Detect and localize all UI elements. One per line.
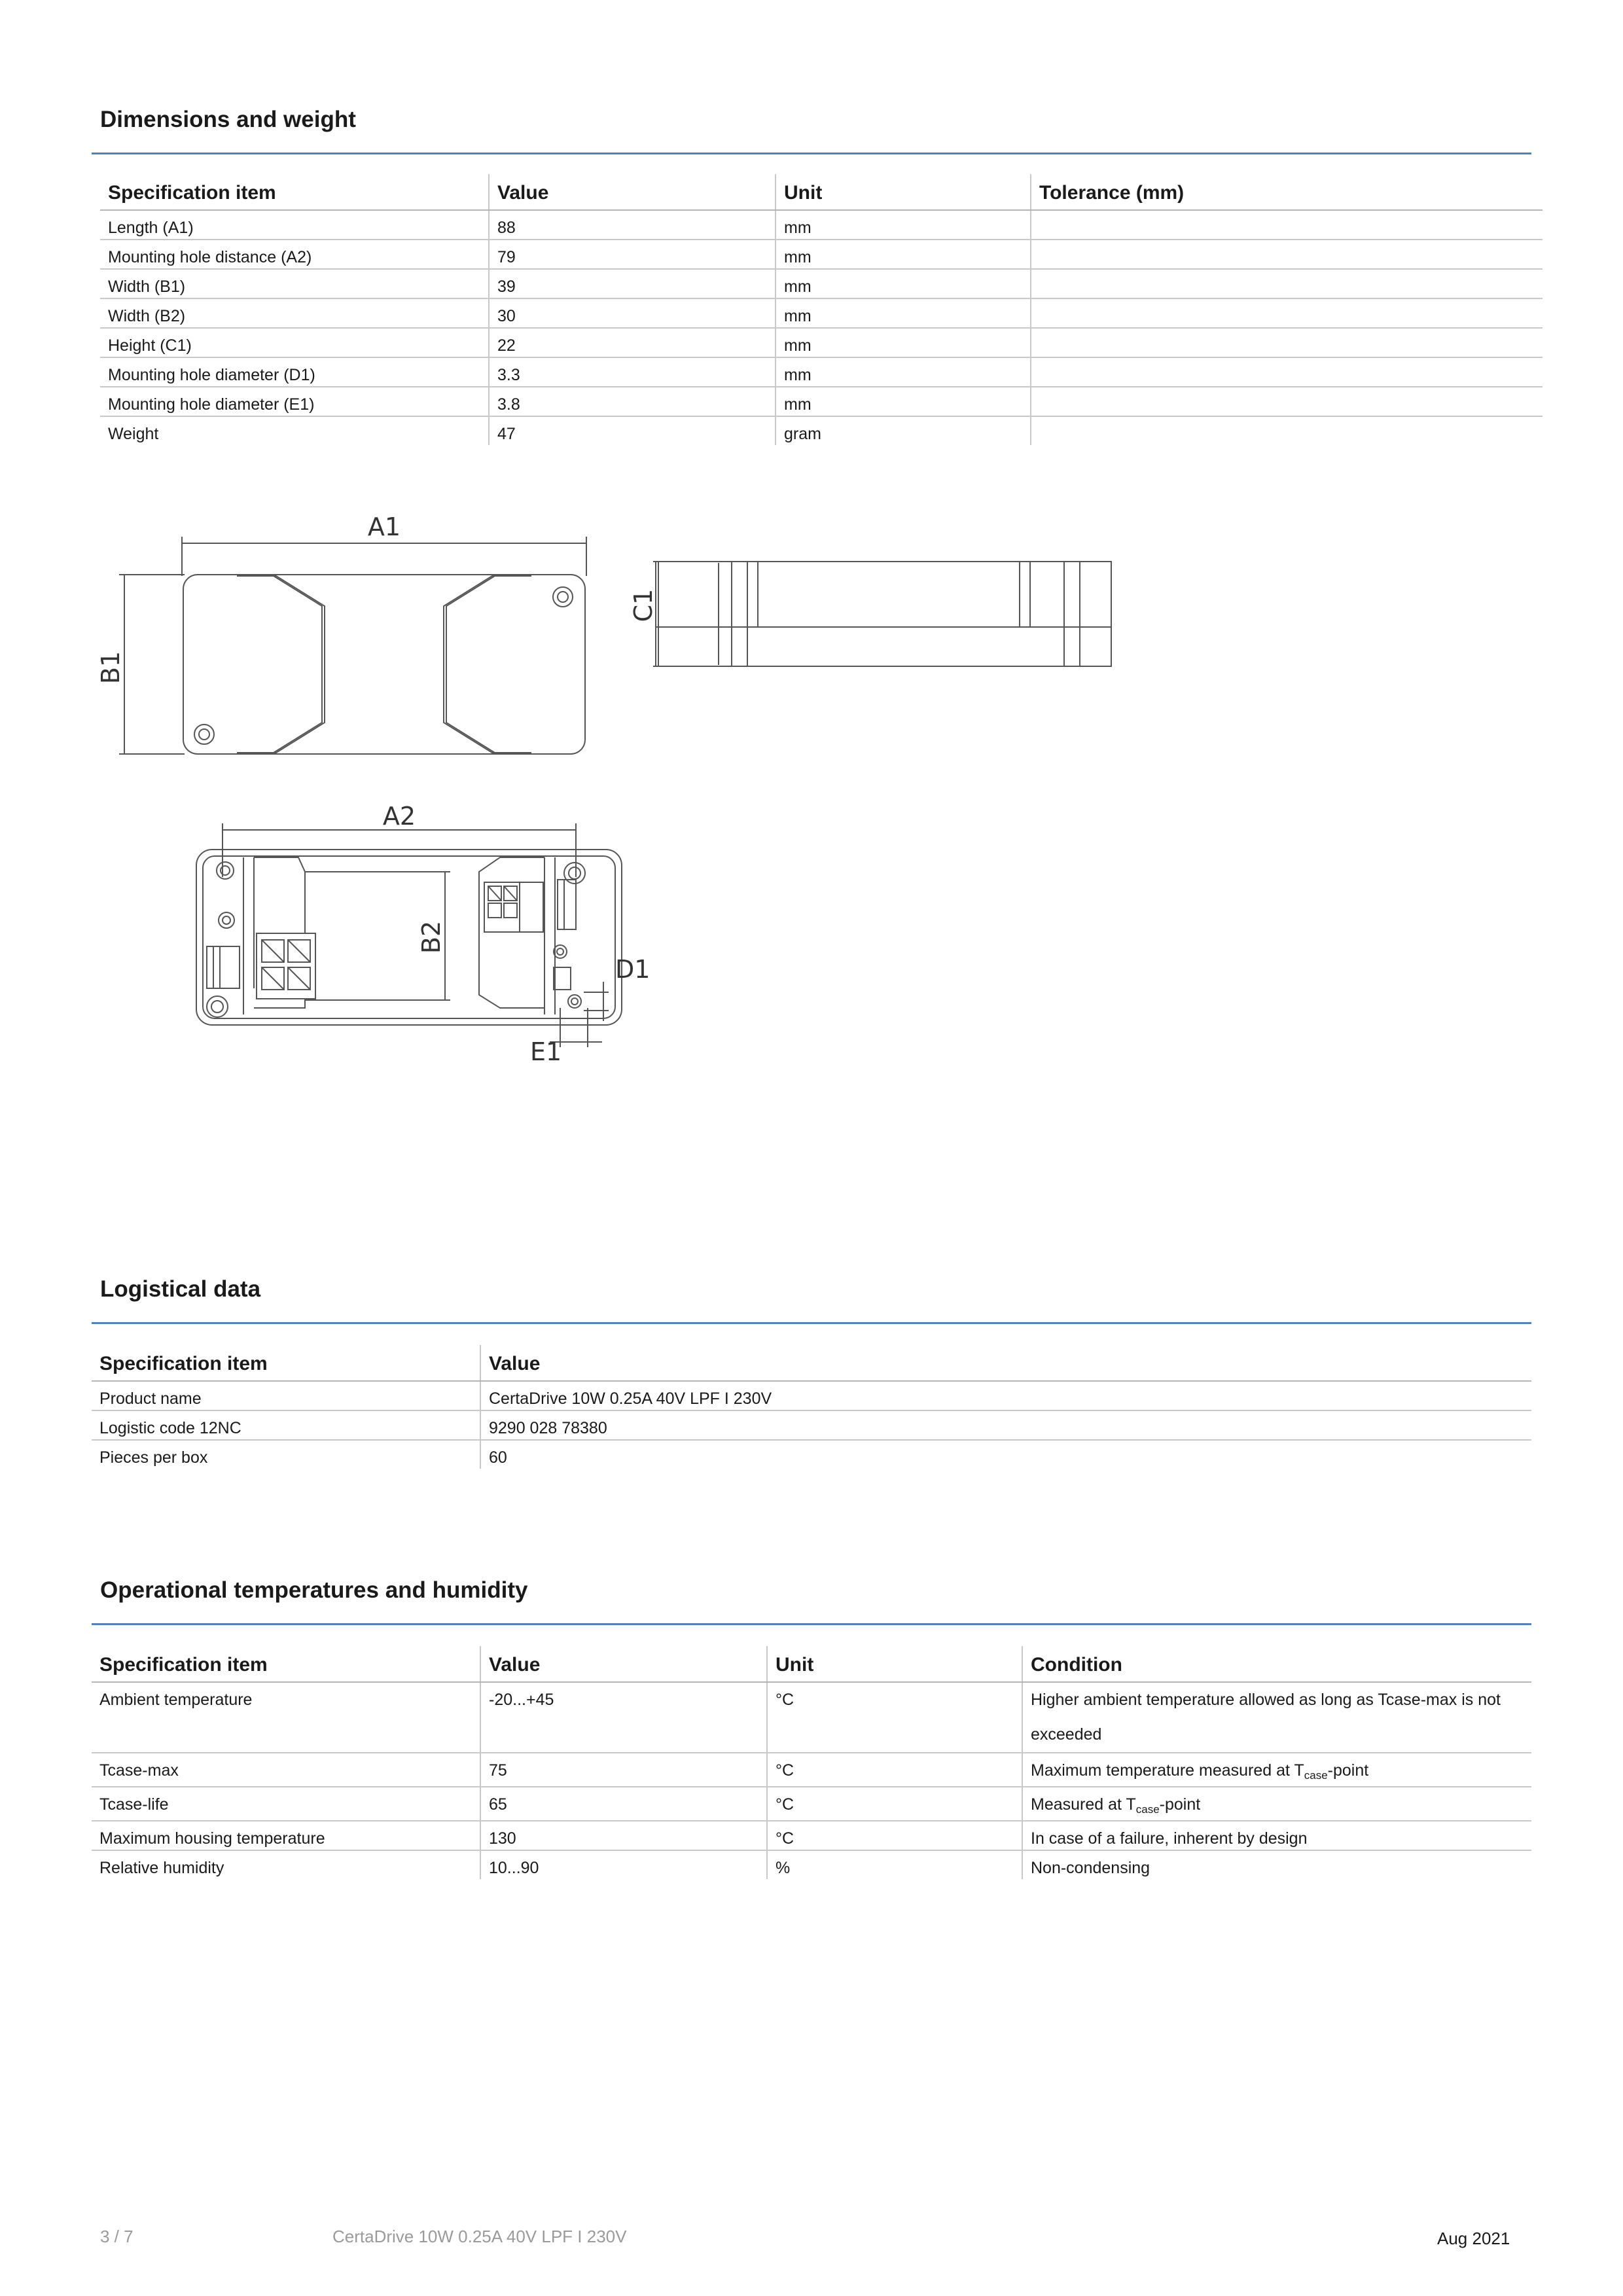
spec-value: 65	[480, 1787, 767, 1821]
spec-value: -20...+45	[480, 1682, 767, 1753]
operational-divider	[92, 1623, 1531, 1625]
operational-table	[92, 1646, 1531, 1879]
spec-tolerance	[1031, 416, 1543, 445]
logistical-divider	[92, 1322, 1531, 1324]
side-view-drawing	[628, 556, 1152, 681]
condition-text: -point	[1327, 1761, 1369, 1780]
spec-condition	[1022, 1753, 1531, 1787]
table-row	[100, 298, 1543, 328]
condition-subscript: case	[1135, 1803, 1160, 1816]
spec-item: Tcase-max	[92, 1753, 480, 1787]
dimensions-table	[100, 174, 1543, 445]
spec-value: 3.3	[489, 357, 776, 387]
table-header-row	[92, 1345, 1531, 1381]
spec-unit: %	[767, 1850, 1022, 1879]
spec-item: Length (A1)	[100, 210, 489, 240]
table-row	[100, 240, 1543, 269]
spec-item: Relative humidity	[99, 1859, 224, 1877]
spec-item: Mounting hole diameter (E1)	[100, 387, 489, 416]
spec-unit: °C	[767, 1787, 1022, 1821]
table-row	[92, 1753, 1531, 1787]
dimension-label-c1: C1	[629, 588, 658, 622]
spec-value: CertaDrive 10W 0.25A 40V LPF I 230V	[480, 1381, 1531, 1410]
spec-unit: mm	[776, 357, 1031, 387]
spec-unit: °C	[767, 1682, 1022, 1753]
spec-item: Height (C1)	[100, 328, 489, 357]
spec-tolerance	[1031, 269, 1543, 298]
condition-text: -point	[1159, 1795, 1201, 1814]
spec-condition: Non-condensing	[1022, 1850, 1531, 1879]
column-header: Unit	[776, 174, 1031, 210]
table-row	[92, 1381, 1531, 1410]
dimensions-divider	[92, 152, 1531, 154]
spec-tolerance	[1031, 210, 1543, 240]
dimension-label-a1: A1	[367, 512, 401, 541]
column-header: Specification item	[92, 1646, 480, 1682]
spec-item: Width (B2)	[100, 298, 489, 328]
spec-item: Mounting hole diameter (D1)	[100, 357, 489, 387]
spec-unit: gram	[776, 416, 1031, 445]
spec-value: 39	[489, 269, 776, 298]
footer-date: Aug 2021	[1437, 2229, 1510, 2248]
condition-subscript: case	[1304, 1769, 1328, 1782]
spec-item: Pieces per box	[99, 1448, 208, 1467]
table-row	[100, 328, 1543, 357]
table-row	[100, 269, 1543, 298]
operational-section-title: Operational temperatures and humidity	[100, 1577, 528, 1603]
logistical-section-title: Logistical data	[100, 1276, 261, 1302]
spec-value: 75	[480, 1753, 767, 1787]
spec-item: Product name	[92, 1381, 480, 1410]
table-row	[92, 1850, 1531, 1879]
spec-item: Tcase-life	[92, 1787, 480, 1821]
footer-product-name: CertaDrive 10W 0.25A 40V LPF I 230V	[332, 2227, 627, 2246]
spec-item: Maximum housing temperature	[92, 1821, 480, 1850]
column-header: Condition	[1022, 1646, 1531, 1682]
spec-value: 3.8	[489, 387, 776, 416]
bottom-view-drawing	[183, 798, 681, 1073]
top-view-drawing	[96, 511, 602, 772]
spec-item: Mounting hole distance (A2)	[100, 240, 489, 269]
dimensions-section-title: Dimensions and weight	[100, 107, 356, 132]
spec-tolerance	[1031, 328, 1543, 357]
table-row	[100, 357, 1543, 387]
spec-item: Width (B1)	[100, 269, 489, 298]
spec-value: 130	[480, 1821, 767, 1850]
table-row	[92, 1682, 1531, 1753]
column-header: Specification item	[100, 174, 489, 210]
spec-value: 88	[489, 210, 776, 240]
table-row	[100, 416, 1543, 445]
spec-value: 79	[489, 240, 776, 269]
dimension-label-a2: A2	[382, 802, 416, 831]
spec-condition	[1022, 1787, 1531, 1821]
spec-condition: In case of a failure, inherent by design	[1022, 1821, 1531, 1850]
table-header-row	[100, 174, 1543, 210]
table-row	[92, 1410, 1531, 1440]
table-row	[92, 1821, 1531, 1850]
dimension-label-e1: E1	[530, 1037, 562, 1066]
table-header-row	[92, 1646, 1531, 1682]
spec-value: 30	[489, 298, 776, 328]
condition-text: Maximum temperature measured at T	[1031, 1761, 1304, 1780]
condition-text: Measured at T	[1031, 1795, 1136, 1814]
table-row	[92, 1787, 1531, 1821]
dimension-label-b2: B2	[417, 920, 446, 954]
spec-item: Ambient temperature	[92, 1682, 480, 1753]
spec-unit: mm	[776, 269, 1031, 298]
column-header: Unit	[767, 1646, 1022, 1682]
column-header: Value	[480, 1646, 767, 1682]
dimension-label-d1: D1	[615, 955, 651, 984]
spec-unit: mm	[776, 240, 1031, 269]
spec-value: 9290 028 78380	[480, 1410, 1531, 1440]
table-row	[92, 1440, 1531, 1469]
table-row	[100, 387, 1543, 416]
spec-item: Weight	[108, 425, 159, 443]
spec-value: 22	[489, 328, 776, 357]
page-number: 3 / 7	[100, 2227, 134, 2246]
column-header: Specification item	[92, 1345, 480, 1381]
spec-value: 60	[480, 1440, 1531, 1469]
spec-tolerance	[1031, 298, 1543, 328]
column-header: Value	[480, 1345, 1531, 1381]
spec-tolerance	[1031, 240, 1543, 269]
spec-unit: °C	[767, 1753, 1022, 1787]
spec-unit: mm	[776, 387, 1031, 416]
logistical-table	[92, 1345, 1531, 1469]
spec-tolerance	[1031, 387, 1543, 416]
column-header: Value	[489, 174, 776, 210]
spec-value: 47	[489, 416, 776, 445]
column-header: Tolerance (mm)	[1031, 174, 1543, 210]
spec-unit: mm	[776, 328, 1031, 357]
spec-value: 10...90	[480, 1850, 767, 1879]
table-row	[100, 210, 1543, 240]
spec-unit: mm	[776, 210, 1031, 240]
spec-item: Logistic code 12NC	[92, 1410, 480, 1440]
spec-condition: Higher ambient temperature allowed as long as Tcase-max is not exceeded	[1022, 1682, 1531, 1753]
spec-tolerance	[1031, 357, 1543, 387]
spec-unit: mm	[776, 298, 1031, 328]
dimension-label-b1: B1	[96, 651, 125, 685]
spec-unit: °C	[767, 1821, 1022, 1850]
